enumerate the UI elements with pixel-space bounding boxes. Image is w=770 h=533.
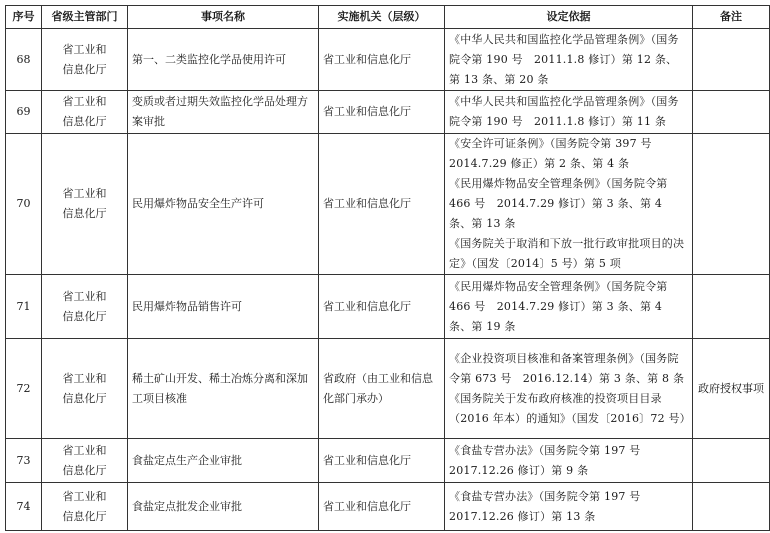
row-dept [42, 29, 128, 91]
table-row [6, 29, 770, 91]
row-basis [445, 339, 693, 439]
row-basis [445, 483, 693, 531]
row-agency: 省工业和信息化厅 [319, 439, 445, 483]
dept-line: 信息化厅 [62, 115, 107, 128]
header-item: 事项名称 [128, 6, 319, 29]
dept-line: 信息化厅 [62, 309, 107, 323]
dept-line: 省工业和 [62, 42, 107, 56]
row-no: 73 [6, 439, 42, 483]
header-row [6, 6, 770, 29]
basis-line: 《安全许可证条例》（国务院令第 397 号 2014.7.29 修正）第 2 条、第 4 条 [449, 137, 652, 170]
dept-line: 省工业和 [62, 95, 107, 108]
row-agency: 省政府（由工业和信息化部门承办） [319, 339, 445, 439]
row-no: 72 [6, 339, 42, 439]
row-agency: 省工业和信息化厅 [319, 91, 445, 134]
dept-line: 信息化厅 [62, 207, 107, 220]
row-no: 68 [6, 29, 42, 91]
basis-line: 《食盐专营办法》（国务院令第 197 号 2017.12.26 修订）第 9 条 [449, 443, 641, 477]
row-basis [445, 91, 693, 134]
row-note [693, 275, 770, 339]
row-note [693, 483, 770, 531]
dept-line: 省工业和 [62, 489, 107, 503]
row-note: 政府授权事项 [693, 339, 770, 439]
basis-line: 《民用爆炸物品安全管理条例》（国务院令第 466 号 2014.7.29 修订）第 3 条、第 4 条、第 19 条 [449, 279, 668, 333]
basis-line: 《国务院关于取消和下放一批行政审批项目的决定》（国发〔2014〕5 号）第 5 项 [449, 237, 685, 270]
row-note [693, 439, 770, 483]
table-row [6, 134, 770, 275]
basis-line: 《中华人民共和国监控化学品管理条例》（国务院令第 190 号 2011.1.8 修订）第 11 条 [449, 95, 679, 128]
row-agency: 省工业和信息化厅 [319, 134, 445, 275]
row-dept [42, 439, 128, 483]
row-item: 稀土矿山开发、稀土冶炼分离和深加工项目核准 [128, 339, 319, 439]
table-row [6, 339, 770, 439]
row-note [693, 134, 770, 275]
row-dept [42, 91, 128, 134]
dept-line: 信息化厅 [62, 463, 107, 477]
dept-line: 信息化厅 [62, 509, 107, 523]
row-dept [42, 483, 128, 531]
basis-line: 《民用爆炸物品安全管理条例》（国务院令第 466 号 2014.7.29 修订）第 3 条、第 4 条、第 13 条 [449, 177, 668, 230]
row-note [693, 91, 770, 134]
row-no: 74 [6, 483, 42, 531]
row-agency: 省工业和信息化厅 [319, 29, 445, 91]
row-no: 70 [6, 134, 42, 275]
header-dept: 省级主管部门 [42, 6, 128, 29]
dept-line: 信息化厅 [62, 391, 107, 405]
basis-line: 《企业投资项目核准和备案管理条例》（国务院令第 673 号 2016.12.14）第 3 条、第 8 条 [449, 351, 685, 385]
dept-line: 省工业和 [62, 443, 107, 457]
row-note [693, 29, 770, 91]
header-note: 备注 [693, 6, 770, 29]
row-basis [445, 439, 693, 483]
table-row [6, 275, 770, 339]
row-basis [445, 275, 693, 339]
header-basis: 设定依据 [445, 6, 693, 29]
header-no: 序号 [6, 6, 42, 29]
row-dept [42, 275, 128, 339]
row-item: 食盐定点生产企业审批 [128, 439, 319, 483]
table-row [6, 483, 770, 531]
row-no: 69 [6, 91, 42, 134]
row-item: 民用爆炸物品安全生产许可 [128, 134, 319, 275]
table-row [6, 439, 770, 483]
header-agency: 实施机关（层级） [319, 6, 445, 29]
row-item: 食盐定点批发企业审批 [128, 483, 319, 531]
row-agency: 省工业和信息化厅 [319, 275, 445, 339]
dept-line: 省工业和 [62, 289, 107, 303]
dept-line: 省工业和 [62, 371, 107, 385]
row-item: 民用爆炸物品销售许可 [128, 275, 319, 339]
row-dept [42, 134, 128, 275]
row-basis [445, 134, 693, 275]
row-basis [445, 29, 693, 91]
dept-line: 信息化厅 [62, 62, 107, 76]
row-item: 变质或者过期失效监控化学品处理方案审批 [128, 91, 319, 134]
row-item: 第一、二类监控化学品使用许可 [128, 29, 319, 91]
basis-line: 《食盐专营办法》（国务院令第 197 号 2017.12.26 修订）第 13 条 [449, 489, 641, 523]
row-dept [42, 339, 128, 439]
table-row [6, 91, 770, 134]
basis-line: 《国务院关于发布政府核准的投资项目目录（2016 年本）的通知》（国发〔2016〕72 号） [449, 391, 691, 425]
dept-line: 省工业和 [62, 187, 107, 200]
row-no: 71 [6, 275, 42, 339]
basis-line: 《中华人民共和国监控化学品管理条例》（国务院令第 190 号 2011.1.8 修订）第 12 条、第 13 条、第 20 条 [449, 32, 679, 86]
row-agency: 省工业和信息化厅 [319, 483, 445, 531]
permit-table [5, 5, 770, 531]
